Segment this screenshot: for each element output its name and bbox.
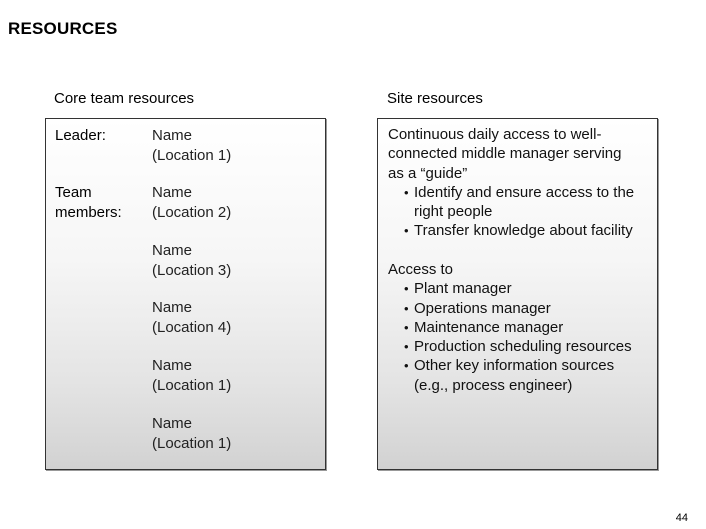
member-name: Name	[152, 415, 193, 432]
leader-entry	[152, 126, 231, 165]
member-name: Name	[152, 184, 193, 201]
guide-section	[388, 125, 651, 241]
leader-label: Leader:	[55, 127, 106, 144]
intro-line: as a “guide”	[388, 164, 468, 182]
list-item	[388, 318, 651, 337]
bullet-text: (e.g., process engineer)	[414, 376, 573, 394]
member-location: (Location 4)	[152, 318, 232, 336]
member-entry	[152, 183, 231, 222]
member-location: (Location 3)	[152, 261, 232, 279]
bullet-icon: •	[404, 358, 409, 374]
bullet-text: Transfer knowledge about facility	[414, 222, 633, 240]
member-entry	[152, 241, 231, 280]
member-name: Name	[152, 127, 193, 144]
member-name: Name	[152, 242, 193, 259]
access-section	[388, 260, 651, 395]
list-item	[388, 183, 651, 222]
bullet-text: right people	[414, 203, 493, 221]
access-bullet-list	[388, 279, 651, 395]
intro-line: Continuous daily access to well-	[388, 126, 602, 143]
team-members-label-line: members:	[55, 203, 122, 221]
member-name: Name	[152, 357, 193, 374]
list-item	[388, 337, 651, 356]
bullet-text: Operations manager	[414, 299, 551, 317]
bullet-text: Identify and ensure access to the	[414, 183, 635, 201]
member-name: Name	[152, 299, 193, 316]
bullet-text: Production scheduling resources	[414, 338, 632, 356]
bullet-icon: •	[404, 223, 409, 239]
bullet-icon: •	[404, 300, 409, 316]
page-number: 44	[675, 512, 688, 524]
team-members-label	[55, 183, 122, 222]
member-location: (Location 1)	[152, 434, 232, 452]
bullet-icon: •	[404, 319, 409, 335]
member-location: (Location 2)	[152, 203, 232, 221]
member-entry	[152, 356, 231, 395]
access-label: Access to	[388, 261, 454, 278]
guide-bullet-list	[388, 183, 651, 241]
bullet-text: Maintenance manager	[414, 318, 564, 336]
list-item	[388, 299, 651, 318]
team-members-label-line: Team	[55, 184, 92, 201]
bullet-text: Other key information sources	[414, 357, 615, 375]
page-title: RESOURCES	[8, 19, 118, 38]
member-entry	[152, 414, 231, 453]
member-location: (Location 1)	[152, 146, 232, 164]
site-resources-heading: Site resources	[387, 90, 483, 107]
bullet-icon: •	[404, 184, 409, 200]
member-entry	[152, 298, 231, 337]
bullet-icon: •	[404, 281, 409, 297]
member-location: (Location 1)	[152, 376, 232, 394]
site-resources-panel	[377, 118, 658, 470]
bullet-icon: •	[404, 339, 409, 355]
bullet-text: Plant manager	[414, 280, 512, 298]
intro-line: connected middle manager serving	[388, 145, 622, 163]
list-item	[388, 221, 651, 240]
list-item	[388, 356, 651, 395]
core-team-heading: Core team resources	[54, 90, 195, 107]
core-team-panel	[45, 118, 326, 470]
list-item	[388, 279, 651, 298]
